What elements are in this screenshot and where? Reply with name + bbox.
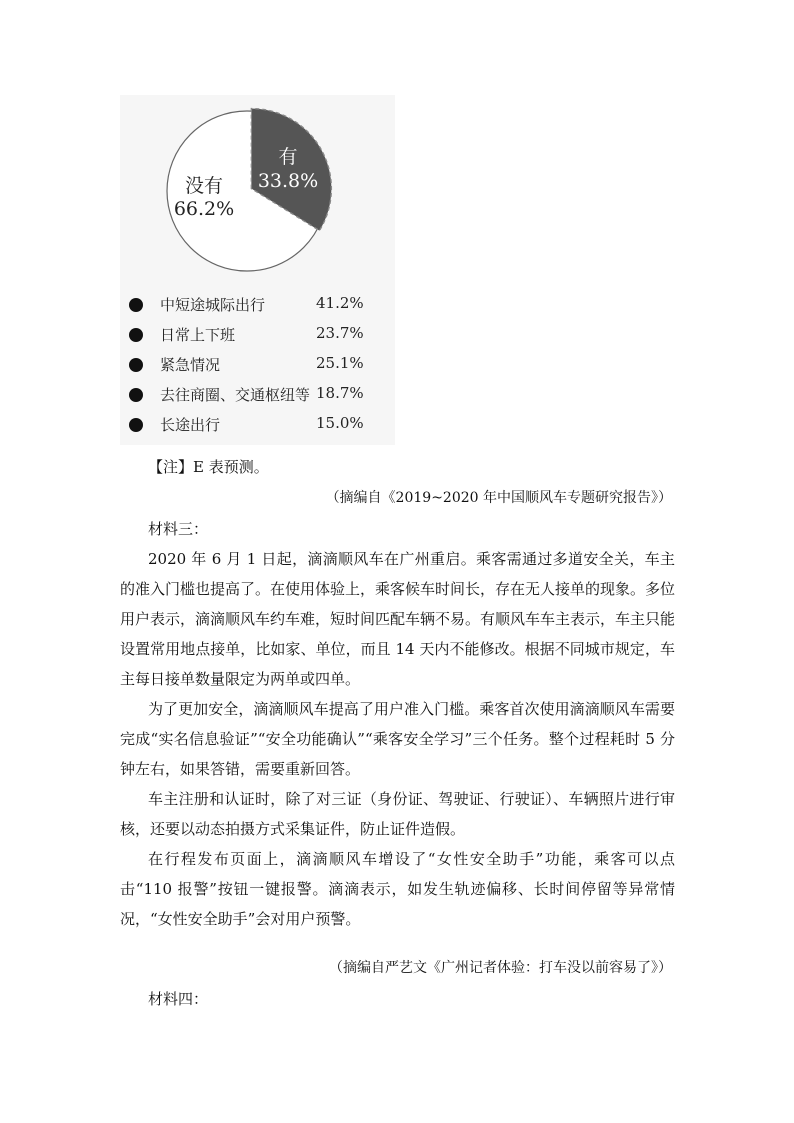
legend-value: 18.7% xyxy=(316,384,364,402)
legend-item xyxy=(120,351,395,379)
bullet-icon xyxy=(129,388,143,402)
legend-value: 41.2% xyxy=(316,294,364,312)
chart-note xyxy=(120,452,675,482)
legend-value: 15.0% xyxy=(316,414,364,432)
bullet-icon xyxy=(129,298,143,312)
pie-chart xyxy=(120,95,395,280)
legend-label: 去往商圈、交通枢纽等 xyxy=(160,386,311,404)
legend-value: 23.7% xyxy=(316,324,364,342)
material-4 xyxy=(120,984,675,1014)
bullet-icon xyxy=(129,418,143,432)
legend-item xyxy=(120,291,395,319)
source-citation-1: （摘编自《2019~2020 年中国顺风车专题研究报告》） xyxy=(325,490,672,506)
material-3 xyxy=(120,514,675,934)
legend-item xyxy=(120,381,395,409)
legend-item xyxy=(120,321,395,349)
slice-value-yes: 33.8% xyxy=(257,170,319,192)
paragraph: 2020 年 6 月 1 日起，滴滴顺风车在广州重启。乘客需通过多道安全关，车主的准入门槛也提高了。在使用体验上，乘客候车时间长，存在无人接单的现象。多位用户表示，滴滴顺风车约车难，短时间匹配车辆不易。有顺风车车主表示，车主只能设置常用地点接单，比如家、单位，而且 14 天内不能修改。根据不同城市规定，车主每日接单数量限定为两单或四单。 xyxy=(120,550,676,688)
legend-label: 中短途城际出行 xyxy=(160,296,266,314)
legend-label: 紧急情况 xyxy=(160,356,221,374)
material-4-heading: 材料四： xyxy=(148,990,209,1008)
bullet-icon xyxy=(129,358,143,372)
paragraph: 为了更加安全，滴滴顺风车提高了用户准入门槛。乘客首次使用滴滴顺风车需要完成“实名信息验证”“安全功能确认”“乘客安全学习”三个任务。整个过程耗时 5 分钟左右，如果答错，需要重新回答。 xyxy=(120,700,675,778)
paragraph: 在行程发布页面上，滴滴顺风车增设了“女性安全助手”功能，乘客可以点击“110 报警”按钮一键报警。滴滴表示，如发生轨迹偏移、长时间停留等异常情况，“女性安全助手”会对用户预警。 xyxy=(120,850,675,928)
bullet-icon xyxy=(129,328,143,342)
chart-panel xyxy=(120,95,395,445)
note-text: 【注】E 表预测。 xyxy=(148,458,269,476)
legend-value: 25.1% xyxy=(316,354,364,372)
slice-label-no: 没有 xyxy=(184,175,224,197)
legend-item xyxy=(120,411,395,439)
source-citation-2: （摘编自严艺文《广州记者体验：打车没以前容易了》） xyxy=(329,960,672,976)
material-3-heading: 材料三： xyxy=(148,520,209,538)
legend-label: 日常上下班 xyxy=(160,326,236,344)
paragraph: 车主注册和认证时，除了对三证（身份证、驾驶证、行驶证）、车辆照片进行审核，还要以动态拍摄方式采集证件，防止证件造假。 xyxy=(120,790,675,838)
legend-label: 长途出行 xyxy=(160,416,221,434)
slice-label-yes: 有 xyxy=(278,146,298,168)
slice-value-no: 66.2% xyxy=(173,198,235,220)
